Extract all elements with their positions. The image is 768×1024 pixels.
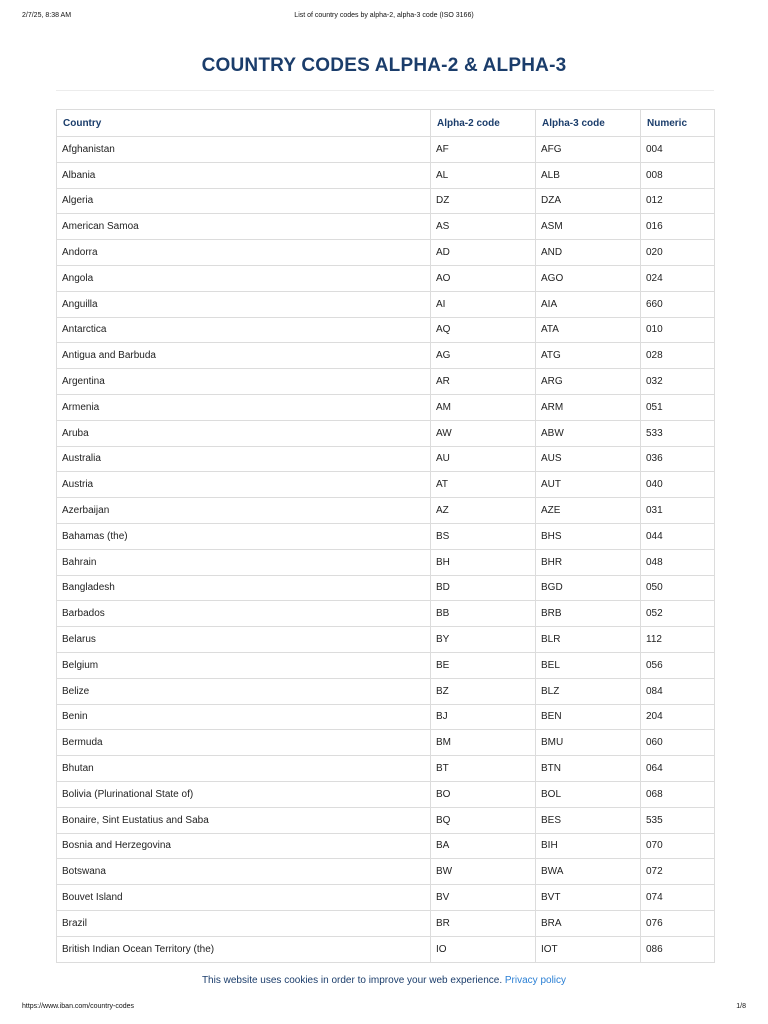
table-row <box>57 575 715 601</box>
numeric-cell: 086 <box>641 936 715 962</box>
country-cell: British Indian Ocean Territory (the) <box>57 936 431 962</box>
numeric-cell: 031 <box>641 498 715 524</box>
table-row <box>57 265 715 291</box>
numeric-cell: 016 <box>641 214 715 240</box>
alpha2-cell: BB <box>431 601 536 627</box>
header-country: Country <box>57 110 431 137</box>
alpha3-cell: BLR <box>536 627 641 653</box>
alpha3-cell: BHR <box>536 549 641 575</box>
numeric-cell: 535 <box>641 807 715 833</box>
alpha3-cell: ATA <box>536 317 641 343</box>
print-url: https://www.iban.com/country-codes <box>22 1003 135 1010</box>
table-row <box>57 446 715 472</box>
table-row <box>57 472 715 498</box>
table-row <box>57 859 715 885</box>
country-cell: Angola <box>57 265 431 291</box>
numeric-cell: 072 <box>641 859 715 885</box>
table-row <box>57 137 715 163</box>
country-cell: Algeria <box>57 188 431 214</box>
country-cell: Armenia <box>57 394 431 420</box>
cookie-banner <box>0 975 768 986</box>
table-row <box>57 936 715 962</box>
alpha2-cell: AU <box>431 446 536 472</box>
country-cell: Botswana <box>57 859 431 885</box>
table-body <box>57 137 715 963</box>
country-cell: Bouvet Island <box>57 885 431 911</box>
alpha3-cell: DZA <box>536 188 641 214</box>
alpha2-cell: IO <box>431 936 536 962</box>
table-row <box>57 704 715 730</box>
alpha3-cell: AGO <box>536 265 641 291</box>
country-cell: Brazil <box>57 910 431 936</box>
alpha3-cell: ABW <box>536 420 641 446</box>
alpha2-cell: AO <box>431 265 536 291</box>
country-cell: Andorra <box>57 240 431 266</box>
country-cell: Aruba <box>57 420 431 446</box>
alpha3-cell: ALB <box>536 162 641 188</box>
alpha3-cell: ARG <box>536 369 641 395</box>
title-divider <box>56 90 714 91</box>
alpha2-cell: BZ <box>431 678 536 704</box>
alpha2-cell: AF <box>431 137 536 163</box>
alpha3-cell: AUT <box>536 472 641 498</box>
table-row <box>57 317 715 343</box>
numeric-cell: 204 <box>641 704 715 730</box>
numeric-cell: 051 <box>641 394 715 420</box>
alpha2-cell: DZ <box>431 188 536 214</box>
table-row <box>57 498 715 524</box>
alpha3-cell: BLZ <box>536 678 641 704</box>
alpha2-cell: AS <box>431 214 536 240</box>
table-row <box>57 678 715 704</box>
country-cell: Azerbaijan <box>57 498 431 524</box>
numeric-cell: 012 <box>641 188 715 214</box>
numeric-cell: 040 <box>641 472 715 498</box>
country-cell: Albania <box>57 162 431 188</box>
table-row <box>57 730 715 756</box>
page-title: COUNTRY CODES ALPHA-2 & ALPHA-3 <box>201 55 567 76</box>
alpha3-cell: ATG <box>536 343 641 369</box>
country-cell: Bahamas (the) <box>57 523 431 549</box>
header-alpha3: Alpha-3 code <box>536 110 641 137</box>
alpha3-cell: BHS <box>536 523 641 549</box>
alpha3-cell: BES <box>536 807 641 833</box>
alpha2-cell: AW <box>431 420 536 446</box>
numeric-cell: 008 <box>641 162 715 188</box>
alpha3-cell: AIA <box>536 291 641 317</box>
alpha2-cell: AI <box>431 291 536 317</box>
alpha2-cell: BD <box>431 575 536 601</box>
table-row <box>57 549 715 575</box>
alpha3-cell: AZE <box>536 498 641 524</box>
alpha2-cell: BM <box>431 730 536 756</box>
country-cell: American Samoa <box>57 214 431 240</box>
alpha3-cell: BIH <box>536 833 641 859</box>
alpha3-cell: AFG <box>536 137 641 163</box>
numeric-cell: 048 <box>641 549 715 575</box>
alpha2-cell: BA <box>431 833 536 859</box>
alpha2-cell: AD <box>431 240 536 266</box>
country-cell: Belgium <box>57 652 431 678</box>
country-cell: Australia <box>57 446 431 472</box>
alpha2-cell: AG <box>431 343 536 369</box>
numeric-cell: 010 <box>641 317 715 343</box>
alpha3-cell: AND <box>536 240 641 266</box>
numeric-cell: 660 <box>641 291 715 317</box>
numeric-cell: 050 <box>641 575 715 601</box>
table-row <box>57 756 715 782</box>
country-cell: Belarus <box>57 627 431 653</box>
alpha2-cell: BS <box>431 523 536 549</box>
alpha3-cell: ARM <box>536 394 641 420</box>
print-footer <box>22 1003 746 1015</box>
table-row <box>57 781 715 807</box>
country-cell: Argentina <box>57 369 431 395</box>
table-row <box>57 627 715 653</box>
country-cell: Bonaire, Sint Eustatius and Saba <box>57 807 431 833</box>
table-row <box>57 369 715 395</box>
alpha3-cell: BWA <box>536 859 641 885</box>
numeric-cell: 024 <box>641 265 715 291</box>
numeric-cell: 076 <box>641 910 715 936</box>
numeric-cell: 533 <box>641 420 715 446</box>
numeric-cell: 028 <box>641 343 715 369</box>
country-cell: Austria <box>57 472 431 498</box>
table-row <box>57 910 715 936</box>
numeric-cell: 060 <box>641 730 715 756</box>
numeric-cell: 044 <box>641 523 715 549</box>
numeric-cell: 064 <box>641 756 715 782</box>
numeric-cell: 112 <box>641 627 715 653</box>
country-cell: Bosnia and Herzegovina <box>57 833 431 859</box>
alpha3-cell: AUS <box>536 446 641 472</box>
alpha2-cell: AM <box>431 394 536 420</box>
page-number: 1/8 <box>736 1003 746 1010</box>
alpha3-cell: ASM <box>536 214 641 240</box>
country-cell: Antarctica <box>57 317 431 343</box>
numeric-cell: 068 <box>641 781 715 807</box>
table-row <box>57 188 715 214</box>
table-row <box>57 343 715 369</box>
table-row <box>57 394 715 420</box>
alpha2-cell: BY <box>431 627 536 653</box>
print-header <box>22 12 746 24</box>
alpha2-cell: BT <box>431 756 536 782</box>
table-row <box>57 523 715 549</box>
country-cell: Barbados <box>57 601 431 627</box>
alpha2-cell: BO <box>431 781 536 807</box>
alpha2-cell: BR <box>431 910 536 936</box>
alpha2-cell: BJ <box>431 704 536 730</box>
country-codes-table <box>56 109 715 963</box>
alpha2-cell: BE <box>431 652 536 678</box>
alpha3-cell: BEN <box>536 704 641 730</box>
alpha3-cell: BMU <box>536 730 641 756</box>
country-cell: Bahrain <box>57 549 431 575</box>
table-header-row <box>57 110 715 137</box>
header-numeric: Numeric <box>641 110 715 137</box>
numeric-cell: 084 <box>641 678 715 704</box>
alpha2-cell: AZ <box>431 498 536 524</box>
numeric-cell: 056 <box>641 652 715 678</box>
numeric-cell: 004 <box>641 137 715 163</box>
numeric-cell: 052 <box>641 601 715 627</box>
numeric-cell: 070 <box>641 833 715 859</box>
alpha2-cell: AR <box>431 369 536 395</box>
table-row <box>57 162 715 188</box>
table-row <box>57 420 715 446</box>
country-cell: Bolivia (Plurinational State of) <box>57 781 431 807</box>
country-cell: Bermuda <box>57 730 431 756</box>
country-cell: Antigua and Barbuda <box>57 343 431 369</box>
alpha3-cell: BEL <box>536 652 641 678</box>
country-cell: Afghanistan <box>57 137 431 163</box>
alpha2-cell: BW <box>431 859 536 885</box>
alpha3-cell: BGD <box>536 575 641 601</box>
country-cell: Bangladesh <box>57 575 431 601</box>
alpha3-cell: BRB <box>536 601 641 627</box>
alpha2-cell: AQ <box>431 317 536 343</box>
numeric-cell: 032 <box>641 369 715 395</box>
print-doc-title: List of country codes by alpha-2, alpha-3 code (ISO 3166) <box>294 12 474 19</box>
table-row <box>57 885 715 911</box>
alpha3-cell: BTN <box>536 756 641 782</box>
table-row <box>57 601 715 627</box>
country-cell: Benin <box>57 704 431 730</box>
alpha2-cell: BQ <box>431 807 536 833</box>
cookie-text: This website uses cookies in order to improve your web experience. <box>201 975 503 986</box>
alpha2-cell: AL <box>431 162 536 188</box>
alpha2-cell: BV <box>431 885 536 911</box>
alpha3-cell: BRA <box>536 910 641 936</box>
print-date: 2/7/25, 8:38 AM <box>22 12 72 19</box>
country-cell: Bhutan <box>57 756 431 782</box>
country-cell: Anguilla <box>57 291 431 317</box>
numeric-cell: 074 <box>641 885 715 911</box>
alpha2-cell: BH <box>431 549 536 575</box>
country-cell: Belize <box>57 678 431 704</box>
alpha3-cell: IOT <box>536 936 641 962</box>
table-row <box>57 652 715 678</box>
table-row <box>57 214 715 240</box>
privacy-policy-link[interactable]: Privacy policy <box>504 975 567 986</box>
table-row <box>57 240 715 266</box>
numeric-cell: 036 <box>641 446 715 472</box>
table-row <box>57 807 715 833</box>
table-row <box>57 833 715 859</box>
alpha2-cell: AT <box>431 472 536 498</box>
table-row <box>57 291 715 317</box>
alpha3-cell: BVT <box>536 885 641 911</box>
header-alpha2: Alpha-2 code <box>431 110 536 137</box>
numeric-cell: 020 <box>641 240 715 266</box>
alpha3-cell: BOL <box>536 781 641 807</box>
